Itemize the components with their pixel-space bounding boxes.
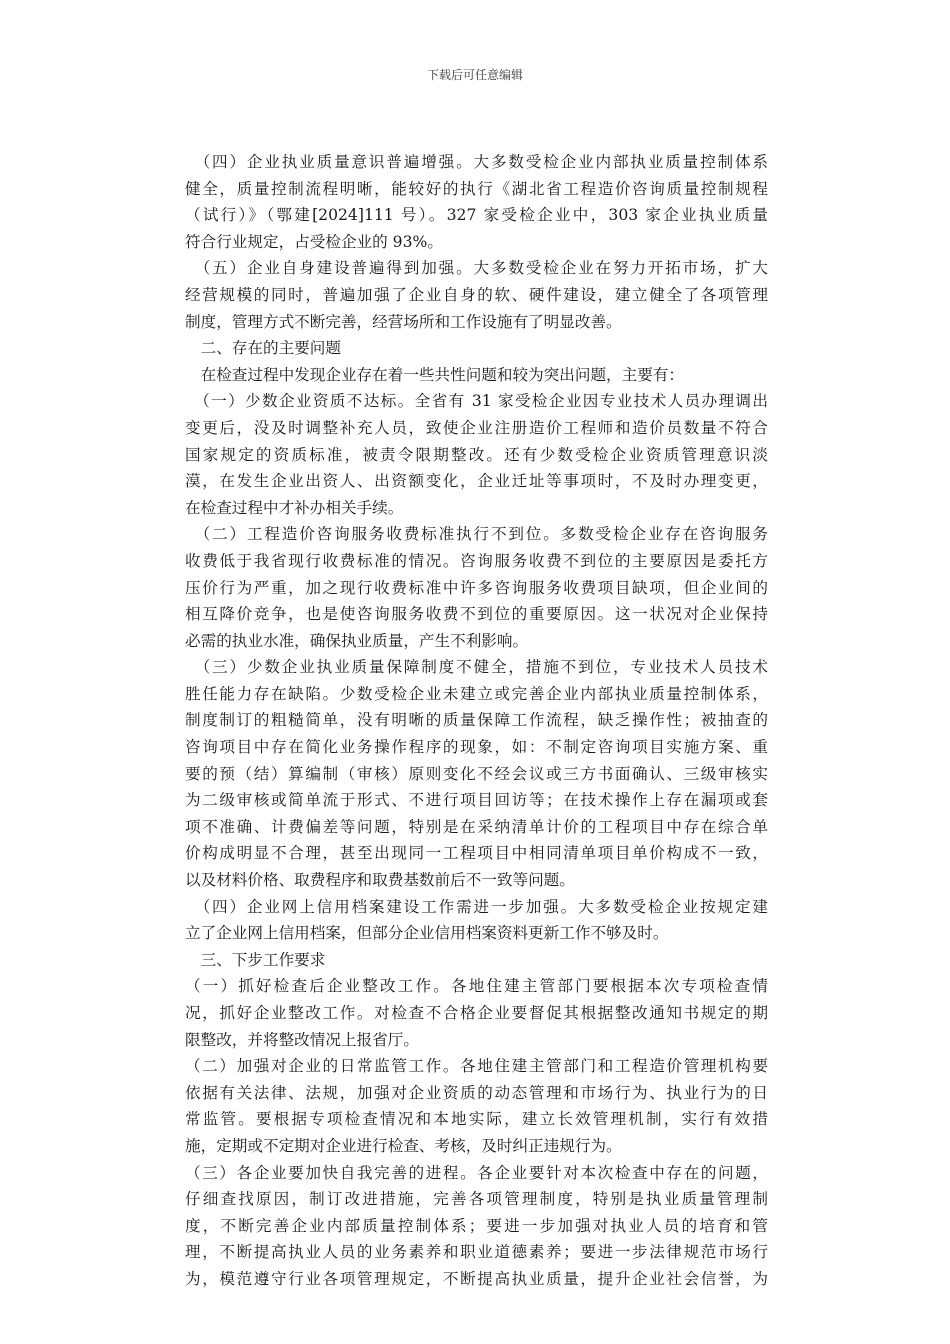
text-line: 为二级审核或简单流于形式、不进行项目回访等；在技术操作上存在漏项或套 (185, 791, 768, 810)
text-line: （三）各企业要加快自我完善的进程。各企业要针对本次检查中存在的问题， (185, 1163, 768, 1182)
text-line: 收费低于我省现行收费标准的情况。咨询服务收费不到位的主要原因是委托方 (185, 551, 768, 570)
text-line: 理，不断提高执业人员的业务素养和职业道德素养；要进一步法律规范市场行 (185, 1243, 768, 1262)
text-line: 限整改，并将整改情况上报省厅。 (185, 1030, 419, 1049)
text-line: （四）企业执业质量意识普遍增强。大多数受检企业内部执业质量控制体系 (185, 153, 768, 171)
text-line: （一）抓好检查后企业整改工作。各地住建主管部门要根据本次专项检查情 (185, 977, 768, 996)
text-line: 变更后，没及时调整补充人员，致使企业注册造价工程师和造价员数量不符合 (185, 418, 768, 437)
text-line: 相互降价竞争，也是使咨询服务收费不到位的重要原因。这一状况对企业保持 (185, 605, 768, 624)
text-line: 制度制订的粗糙简单，没有明晰的质量保障工作流程，缺乏操作性；被抽查的 (185, 711, 768, 730)
text-line: 制度，管理方式不断完善，经营场所和工作设施有了明显改善。 (185, 312, 622, 331)
page-header: 下载后可任意编辑 (426, 68, 523, 82)
text-line: 漠，在发生企业出资人、出资额变化，企业迁址等事项时，不及时办理变更， (185, 472, 768, 491)
text-line: （四）企业网上信用档案建设工作需进一步加强。大多数受检企业按规定建 (185, 897, 768, 916)
text-line: 胜任能力存在缺陷。少数受检企业未建立或完善企业内部执业质量控制体系， (185, 684, 768, 703)
document-body (185, 149, 768, 1293)
text-line: 价构成明显不合理，甚至出现同一工程项目中相同清单项目单价构成不一致， (185, 844, 768, 863)
text-line: 必需的执业水准，确保执业质量，产生不利影响。 (185, 631, 529, 650)
text-line: （三）少数企业执业质量保障制度不健全，措施不到位，专业技术人员技术 (185, 658, 768, 677)
text-line: 二、存在的主要问题 (185, 339, 341, 358)
text-line: 施，定期或不定期对企业进行检查、考核，及时纠正违规行为。 (185, 1136, 622, 1155)
text-line: 依据有关法律、法规，加强对企业资质的动态管理和市场行为、执业行为的日 (185, 1083, 768, 1102)
text-line: 度，不断完善企业内部质量控制体系；要进一步加强对执业人员的培育和管 (185, 1216, 768, 1235)
text-line: 在检查过程中发现企业存在着一些共性问题和较为突出问题，主要有： (185, 365, 685, 384)
text-line: 健全，质量控制流程明晰，能较好的执行《湖北省工程造价咨询质量控制规程 (185, 179, 768, 198)
text-line: 咨询项目中存在简化业务操作程序的现象，如：不制定咨询项目实施方案、重 (185, 738, 768, 757)
text-line: 立了企业网上信用档案，但部分企业信用档案资料更新工作不够及时。 (185, 924, 669, 943)
text-line: 压价行为严重，加之现行收费标准中许多咨询服务收费项目缺项，但企业间的 (185, 578, 768, 597)
text-line: （一）少数企业资质不达标。全省有 31 家受检企业因专业技术人员办理调出 (185, 392, 768, 411)
text-line: 在检查过程中才补办相关手续。 (185, 498, 404, 517)
text-line: 以及材料价格、取费程序和取费基数前后不一致等问题。 (185, 871, 575, 890)
text-line: 国家规定的资质标准，被责令限期整改。还有少数受检企业资质管理意识淡 (185, 445, 768, 464)
text-line: （二）加强对企业的日常监管工作。各地住建主管部门和工程造价管理机构要 (185, 1057, 768, 1076)
text-line: 常监管。要根据专项检查情况和本地实际，建立长效管理机制，实行有效措 (185, 1110, 768, 1129)
text-line: 为，模范遵守行业各项管理规定，不断提高执业质量，提升企业社会信誉，为 (185, 1269, 768, 1288)
text-line: （二）工程造价咨询服务收费标准执行不到位。多数受检企业存在咨询服务 (185, 525, 768, 544)
text-line: 仔细查找原因，制订改进措施，完善各项管理制度，特别是执业质量管理制 (185, 1190, 768, 1209)
text-line: （试行）》（鄂建[2024]111 号）。327 家受检企业中，303 家企业执业质量 (185, 206, 768, 225)
text-line: （五）企业自身建设普遍得到加强。大多数受检企业在努力开拓市场，扩大 (185, 259, 768, 278)
text-line: 况，抓好企业整改工作。对检查不合格企业要督促其根据整改通知书规定的期 (185, 1004, 768, 1022)
text-line: 经营规模的同时，普遍加强了企业自身的软、硬件建设，建立健全了各项管理 (185, 285, 768, 304)
text-line: 符合行业规定，占受检企业的 93%。 (185, 232, 443, 251)
text-line: 要的预（结）算编制（审核）原则变化不经会议或三方书面确认、三级审核实 (185, 764, 768, 783)
text-line: 三、下步工作要求 (185, 950, 326, 969)
text-line: 项不准确、计费偏差等问题，特别是在采纳清单计价的工程项目中存在综合单 (185, 817, 768, 836)
